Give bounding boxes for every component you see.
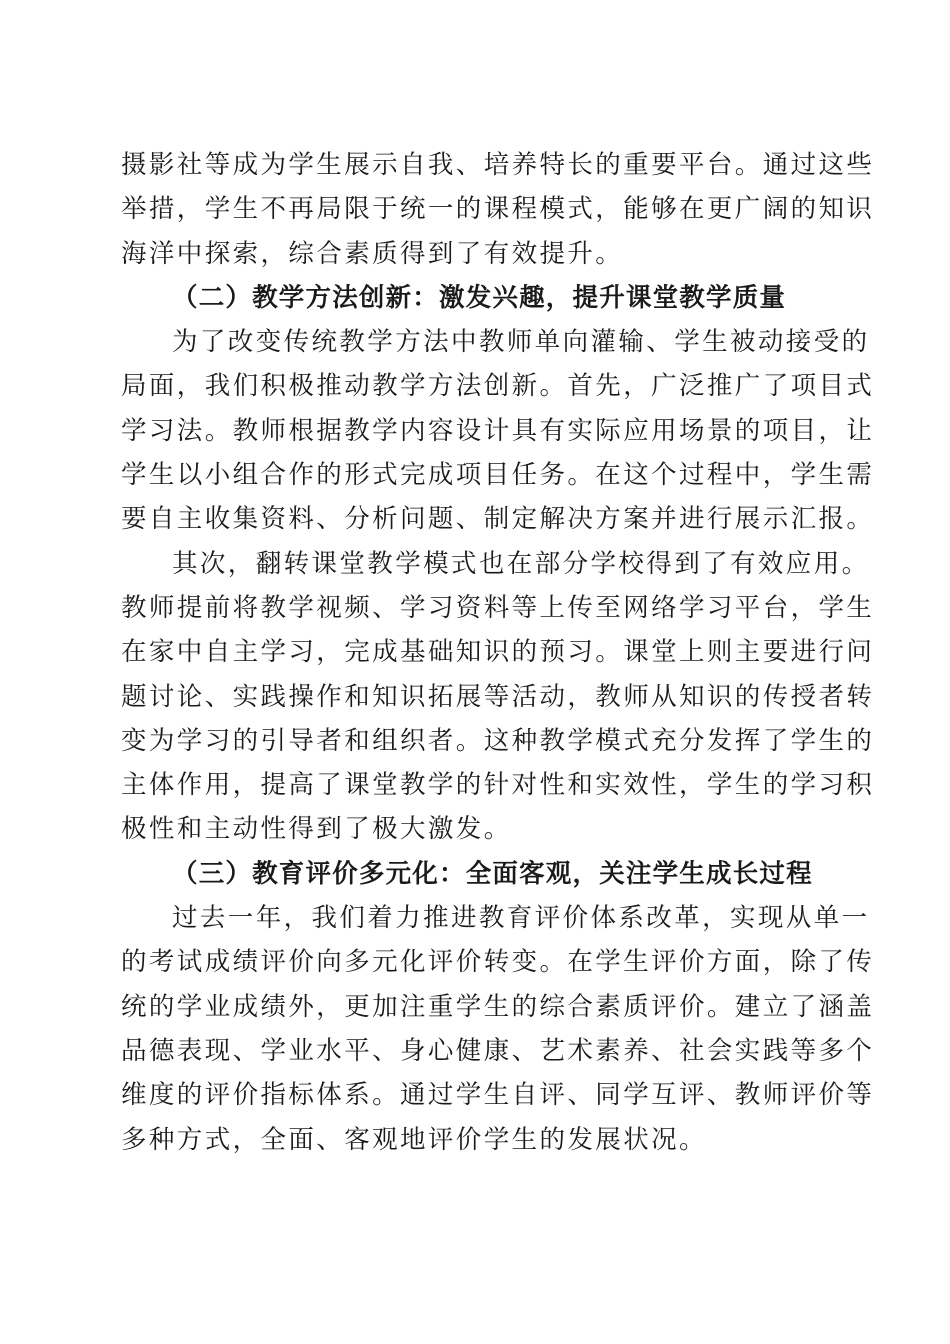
paragraph [121,542,875,852]
text-line: 举措，学生不再局限于统一的课程模式，能够在更广阔的知识 [121,194,875,225]
text-line: 为了改变传统教学方法中教师单向灌输、学生被动接受的 [172,327,870,358]
section-heading: （二）教学方法创新：激发兴趣，提升课堂教学质量 [172,282,787,313]
text-line: 学生以小组合作的形式完成项目任务。在这个过程中，学生需 [121,460,875,491]
paragraph [121,320,875,541]
text-line: 的考试成绩评价向多元化评价转变。在学生评价方面，除了传 [121,947,875,978]
text-line: 统的学业成绩外，更加注重学生的综合素质评价。建立了涵盖 [121,991,875,1022]
text-line: 在家中自主学习，完成基础知识的预习。课堂上则主要进行问 [121,637,875,668]
paragraph [121,896,875,1162]
document-body [121,143,875,1162]
text-line: 多种方式，全面、客观地评价学生的发展状况。 [121,1124,707,1155]
text-line: 海洋中探索，综合素质得到了有效提升。 [121,238,624,269]
text-line: 学习法。教师根据教学内容设计具有实际应用场景的项目，让 [121,415,875,446]
text-line: 局面，我们积极推动教学方法创新。首先，广泛推广了项目式 [121,371,875,402]
text-line: 要自主收集资料、分析问题、制定解决方案并进行展示汇报。 [121,504,875,535]
text-line: 维度的评价指标体系。通过学生自评、同学互评、教师评价等 [121,1080,875,1111]
text-line: 摄影社等成为学生展示自我、培养特长的重要平台。通过这些 [121,150,875,180]
section-heading: （三）教育评价多元化：全面客观，关注学生成长过程 [172,858,813,889]
text-line: 极性和主动性得到了极大激发。 [121,814,512,845]
text-line: 主体作用，提高了课堂教学的针对性和实效性，学生的学习积 [121,770,875,801]
text-line: 品德表现、学业水平、身心健康、艺术素养、社会实践等多个 [121,1035,875,1066]
text-line: 教师提前将教学视频、学习资料等上传至网络学习平台，学生 [121,592,875,623]
paragraph [121,143,875,276]
text-line: 题讨论、实践操作和知识拓展等活动，教师从知识的传授者转 [121,681,875,712]
text-line: 变为学习的引导者和组织者。这种教学模式充分发挥了学生的 [121,725,875,756]
text-line: 其次，翻转课堂教学模式也在部分学校得到了有效应用。 [172,548,870,579]
text-line: 过去一年，我们着力推进教育评价体系改革，实现从单一 [172,903,870,934]
